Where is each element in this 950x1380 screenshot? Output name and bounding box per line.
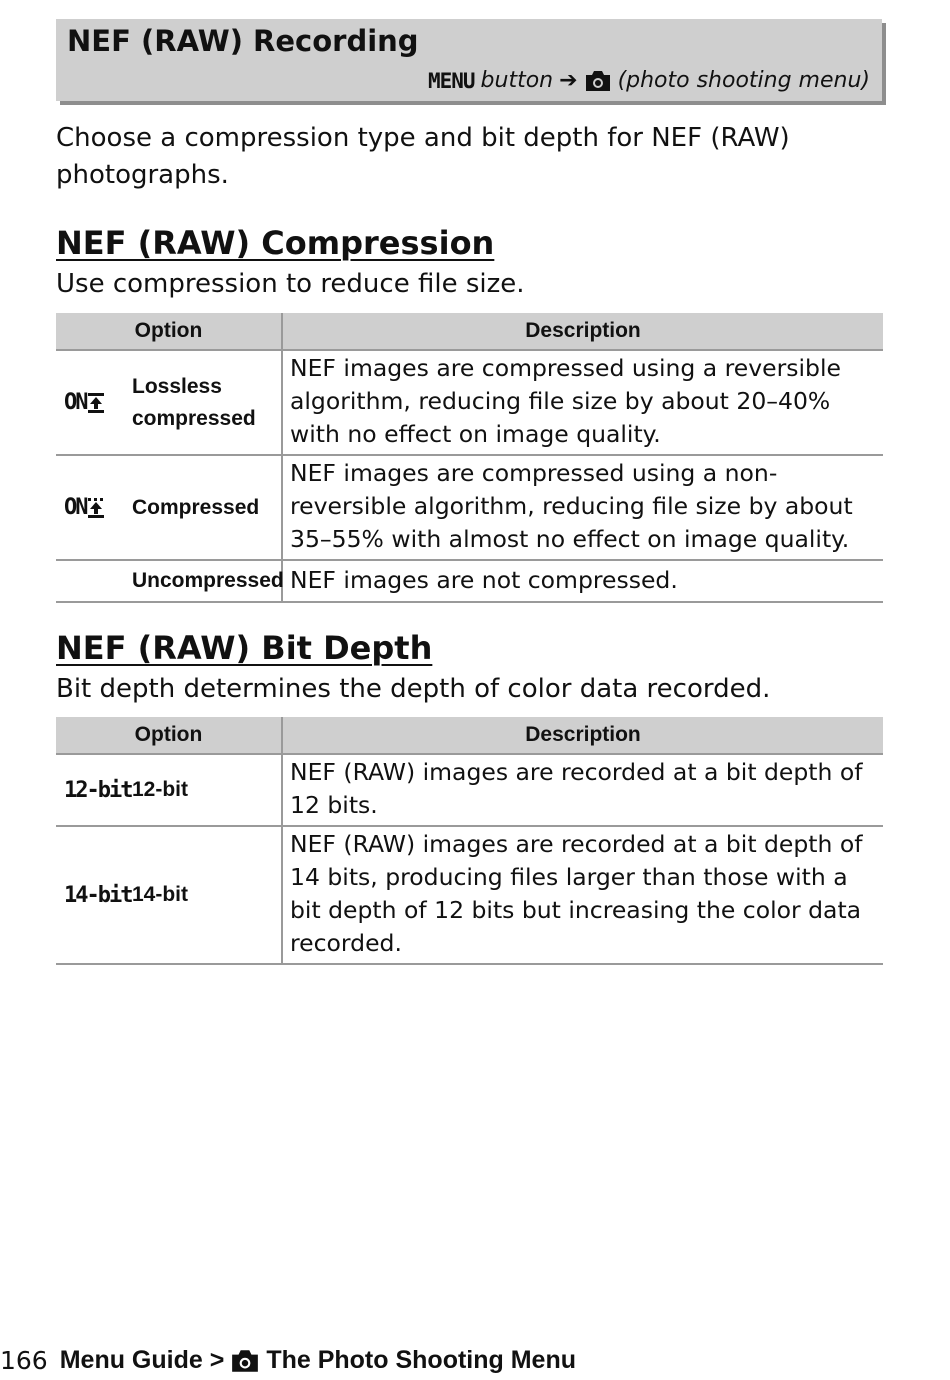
compression-table	[56, 313, 883, 603]
option-label: 14-bit	[132, 883, 189, 906]
page-footer	[0, 1346, 576, 1375]
page-number: 166	[0, 1346, 48, 1375]
option-cell	[56, 455, 282, 560]
option-column-header: Option	[56, 313, 282, 350]
description-column-header: Description	[282, 313, 883, 350]
description-column-header: Description	[282, 717, 883, 754]
table-row	[56, 455, 883, 560]
option-description: NEF images are compressed using a reversible algorithm, reducing file size by about 20–40% with no effect on image quality.	[282, 350, 883, 455]
page-title: NEF (RAW) Recording	[67, 24, 419, 58]
bit-depth-table	[56, 717, 883, 965]
menu-button-label: MENU	[427, 68, 475, 93]
camera-icon	[230, 1349, 260, 1373]
table-header-row	[56, 717, 883, 754]
compressed-icon: ON	[64, 495, 132, 520]
12-bit-icon: 12-bit	[64, 777, 132, 803]
option-description: NEF images are not compressed.	[282, 560, 883, 602]
14-bit-icon: 14-bit	[64, 882, 132, 908]
table-row	[56, 826, 883, 964]
bit-depth-heading: NEF (RAW) Bit Depth	[56, 629, 433, 667]
option-cell	[56, 560, 282, 602]
button-word: button	[480, 68, 554, 93]
table-row	[56, 560, 883, 602]
menu-path-label: (photo shooting menu)	[617, 68, 870, 93]
option-description: NEF (RAW) images are recorded at a bit depth of 14 bits, producing files larger than those with a bit depth of 12 bits but increasing the color data recorded.	[282, 826, 883, 964]
intro-text: Choose a compression type and bit depth for NEF (RAW) photographs.	[56, 123, 790, 190]
option-label: 12-bit	[132, 778, 189, 801]
option-label: Uncompressed	[132, 569, 284, 592]
bit-depth-description: Bit depth determines the depth of color data recorded.	[56, 674, 771, 704]
option-cell	[56, 826, 282, 964]
camera-icon	[584, 70, 612, 92]
option-cell	[56, 350, 282, 455]
compression-heading: NEF (RAW) Compression	[56, 224, 495, 262]
arrow-icon: ➔	[559, 68, 578, 93]
option-column-header: Option	[56, 717, 282, 754]
option-description: NEF images are compressed using a non-reversible algorithm, reducing file size by about 35–55% with almost no effect on image quality.	[282, 455, 883, 560]
section-title-box	[56, 19, 882, 101]
lossless-compressed-icon: ON	[64, 390, 132, 415]
table-row	[56, 350, 883, 455]
option-label: Lossless compressed	[132, 374, 256, 430]
option-cell	[56, 754, 282, 826]
table-row	[56, 754, 883, 826]
menu-path	[428, 68, 870, 93]
option-description: NEF (RAW) images are recorded at a bit depth of 12 bits.	[282, 754, 883, 826]
footer-section-label: The Photo Shooting Menu	[266, 1346, 576, 1374]
compression-description: Use compression to reduce file size.	[56, 269, 525, 299]
option-label: Compressed	[132, 495, 260, 519]
table-header-row	[56, 313, 883, 350]
footer-guide-label: Menu Guide >	[59, 1346, 225, 1374]
